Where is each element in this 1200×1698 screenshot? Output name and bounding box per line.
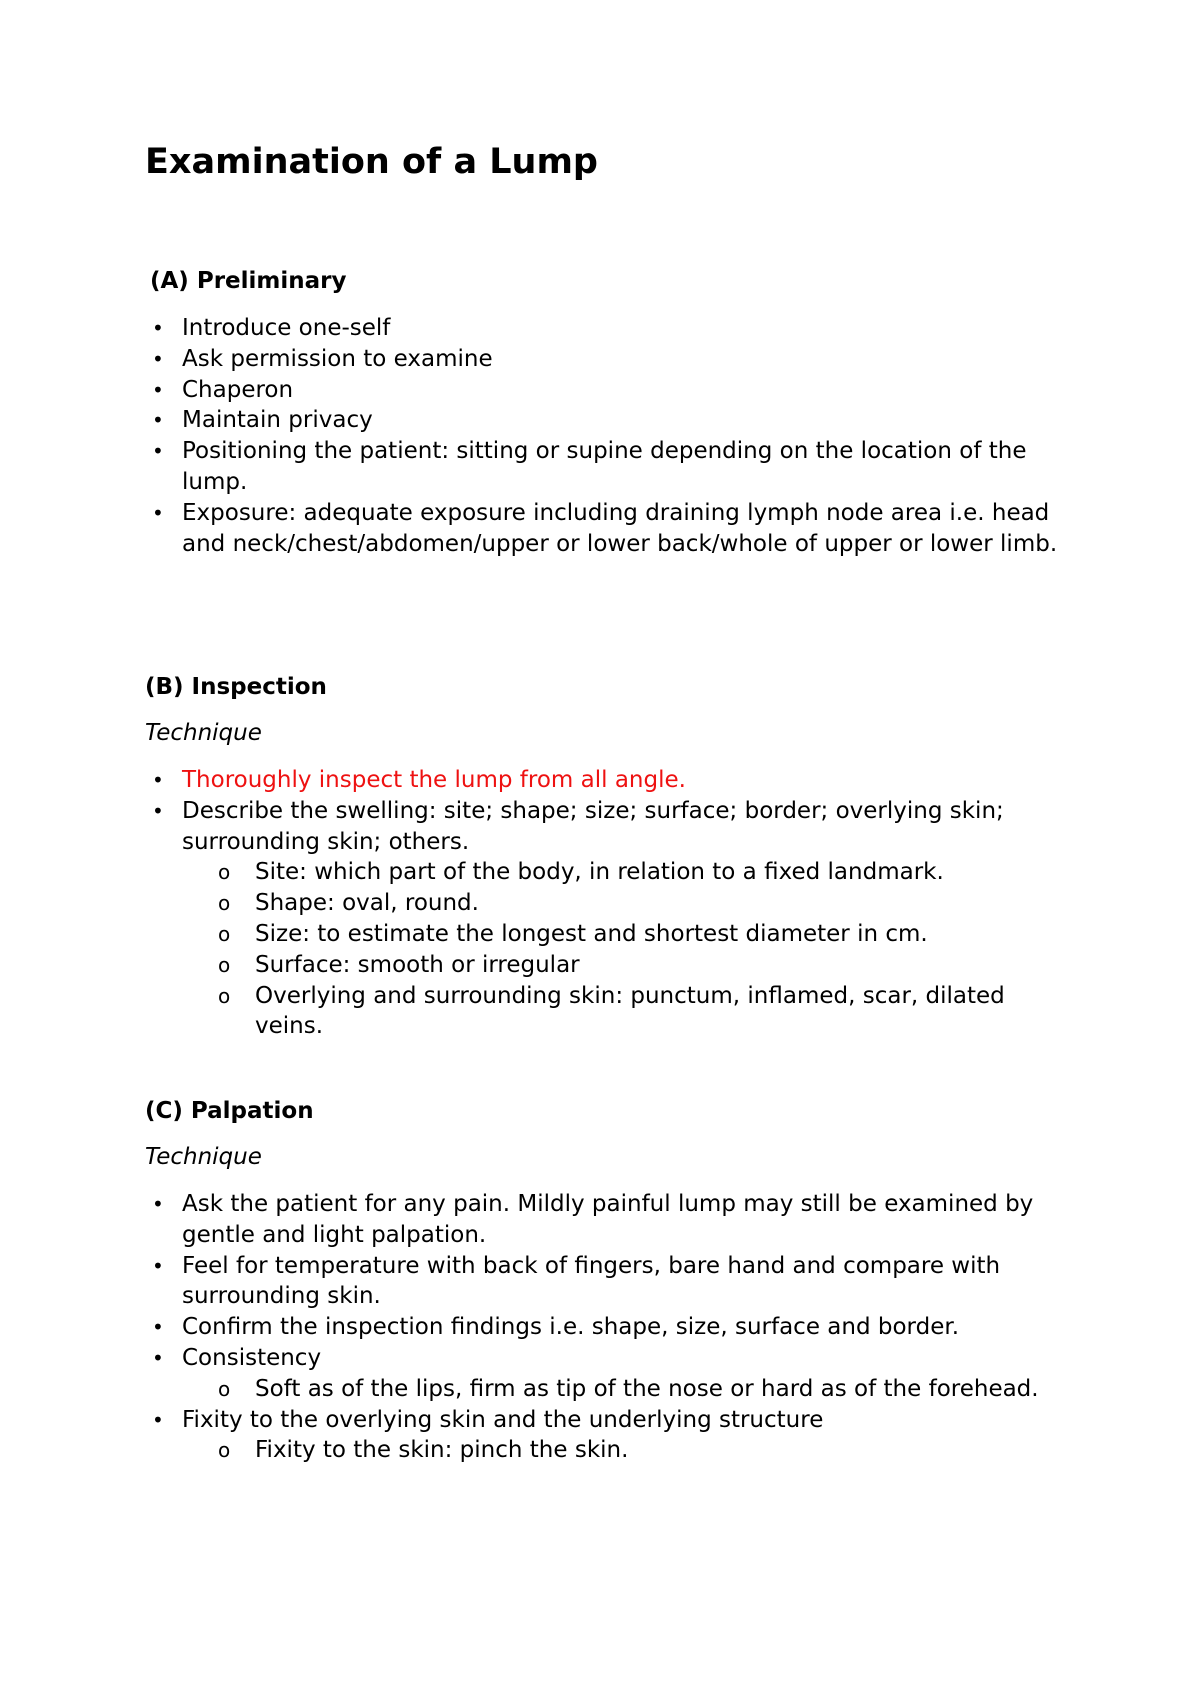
inspection-technique-label: Technique	[145, 720, 262, 746]
sub-list-item: o Surface: smooth or irregular	[0, 950, 1065, 981]
bullet-icon: •	[152, 377, 164, 402]
palpation-technique-label: Technique	[145, 1144, 262, 1170]
list-item: • Consistency	[0, 1343, 1062, 1374]
section-heading-inspection: (B) Inspection	[145, 674, 327, 700]
sub-list-item: o Soft as of the lips, firm as tip of the nose or hard as of the forehead.	[0, 1374, 1065, 1405]
sub-bullet-icon: o	[218, 983, 231, 1008]
list-item: • Describe the swelling: site; shape; size; surface; border; overlying skin; surrounding skin; others.	[152, 797, 1004, 855]
bullet-icon: •	[152, 439, 164, 464]
list-item: • Confirm the inspection findings i.e. shape, size, surface and border.	[0, 1312, 1062, 1343]
list-item: • Feel for temperature with back of fingers, bare hand and compare with surrounding skin.	[152, 1252, 1001, 1310]
sub-bullet-icon: o	[218, 952, 231, 977]
sub-bullet-icon: o	[218, 1376, 231, 1401]
sub-bullet-icon: o	[218, 860, 231, 885]
list-item: • Maintain privacy	[0, 405, 1062, 436]
list-item: • Ask permission to examine	[0, 344, 1062, 375]
sub-bullet-icon: o	[218, 891, 231, 916]
sub-list-item: o Overlying and surrounding skin: punctum, inflamed, scar, dilated veins.	[218, 982, 1005, 1040]
sub-list-item: o Fixity to the skin: pinch the skin.	[0, 1435, 1065, 1466]
bullet-icon: •	[152, 1192, 164, 1216]
sub-bullet-icon: o	[218, 921, 231, 946]
list-item: • Ask the patient for any pain. Mildly painful lump may still be examined by gentle and light palpation.	[152, 1191, 1034, 1248]
list-item: • Exposure: adequate exposure including draining lymph node area i.e. head and neck/chest/abdomen/upper or lower back/whole of upper or lower limb.	[152, 499, 1058, 557]
palpation-list	[0, 1189, 1200, 1466]
inspection-list	[0, 765, 1200, 1042]
bullet-icon: •	[152, 1407, 164, 1432]
list-item: • Positioning the patient: sitting or supine depending on the location of the lump.	[152, 438, 1027, 495]
sub-list-item: o Size: to estimate the longest and shortest diameter in cm.	[0, 919, 1065, 950]
preliminary-list	[0, 313, 1200, 559]
bullet-icon: •	[152, 408, 164, 433]
sub-list-item: o Shape: oval, round.	[0, 888, 1065, 919]
list-item: • Chaperon	[0, 375, 1062, 406]
bullet-icon: •	[152, 1315, 164, 1340]
bullet-icon: •	[152, 316, 164, 340]
page-title: Examination of a Lump	[145, 142, 598, 182]
bullet-icon: •	[152, 768, 164, 792]
list-item: • Thoroughly inspect the lump from all angle.	[0, 765, 1062, 796]
bullet-icon: •	[152, 346, 164, 371]
section-heading-preliminary: (A) Preliminary	[150, 268, 347, 294]
bullet-icon: •	[152, 500, 164, 525]
section-heading-palpation: (C) Palpation	[145, 1098, 314, 1124]
bullet-icon: •	[152, 798, 164, 823]
sub-list-item: o Site: which part of the body, in relation to a fixed landmark.	[0, 857, 1065, 888]
sub-bullet-icon: o	[218, 1438, 231, 1463]
bullet-icon: •	[152, 1253, 164, 1278]
list-item: • Introduce one-self	[0, 313, 1062, 344]
list-item: • Fixity to the overlying skin and the underlying structure	[0, 1405, 1062, 1436]
bullet-icon: •	[152, 1345, 164, 1370]
